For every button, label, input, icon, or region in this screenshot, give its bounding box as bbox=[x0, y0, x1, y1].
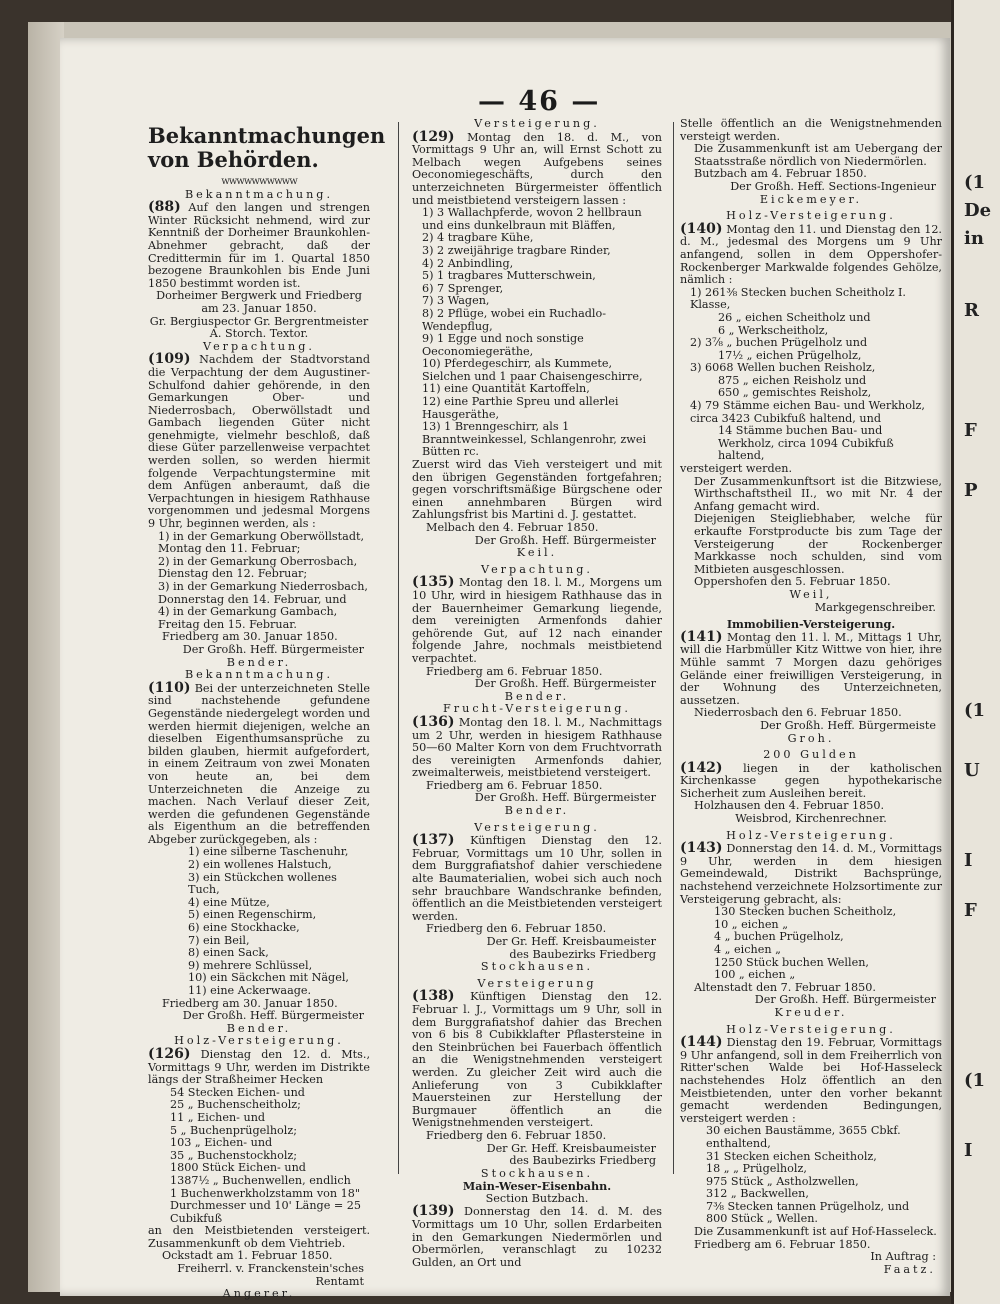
notice-list bbox=[148, 846, 370, 997]
notice-text: Nachdem der Stadtvorstand die Verpachtung der dem Augustiner-Schulfond dahier gehörende, in den Gemarkungen Ober- und Niederrosbach, Oberwöllstadt und Gambach liegenden Güter nicht genehmigte, vielmehr beschloß, daß diese Güter parzellenweise verpachtet werden sollen, so werden hiermit folgende Verpachtungstermine mit dem Anfügen anberaumt, daß die Verpachtungen in hiesigem Rathhause vorgenommen und jedesmal Morgens 9 Uhr, beginnen werden, als : bbox=[148, 353, 370, 531]
notice-138 bbox=[412, 990, 662, 1130]
notice-date: Friedberg am 6. Februar 1850. bbox=[426, 664, 603, 678]
decorative-rule: wwwwwwwwww bbox=[221, 176, 297, 187]
notice-141 bbox=[680, 628, 943, 708]
notice-text: liegen in der katholischen Kirchenkasse gegen hypothekarische Sicherheit zum Ausleihen bereit. bbox=[680, 761, 942, 800]
notice-text: Diejenigen Steigliebhaber, welche für erkaufte Forstproducte bis zum Tage der Versteigerung der Rockenberger Markkasse noch schulden, sind vom Mitbieten ausgeschlossen. bbox=[694, 512, 942, 576]
notice-number: (88) bbox=[148, 199, 181, 216]
list-item: 4) 79 Stämme eichen Bau- und Werkholz, circa 3423 Cubikfuß haltend, und bbox=[690, 399, 925, 425]
notice-date: Friedberg am 6. Februar 1850. bbox=[426, 778, 603, 792]
notice-date: Altenstadt den 7. Februar 1850. bbox=[694, 980, 876, 994]
list-item: 11) eine Quantität Kartoffeln, bbox=[422, 382, 590, 396]
notice-110 bbox=[148, 679, 370, 847]
notice-number: (141) bbox=[680, 628, 723, 645]
notice-135 bbox=[412, 576, 662, 665]
notice-number: (139) bbox=[412, 1203, 455, 1220]
list-item: 2) 3⅞ „ buchen Prügelholz und bbox=[690, 336, 868, 350]
notice-date: Friedberg den 6. Februar 1850. bbox=[426, 1128, 607, 1142]
list-item: 5) einen Regenschirm, bbox=[188, 908, 317, 922]
notice-heading: Main-Weser-Eisenbahn. bbox=[462, 1179, 612, 1194]
notice-heading: Versteigerung. bbox=[474, 820, 600, 834]
list-item: 1800 Stück Eichen- und bbox=[170, 1161, 306, 1175]
notice-heading: Holz-Versteigerung. bbox=[726, 209, 896, 223]
notice-signature: des Baubezirks Friedberg bbox=[509, 947, 656, 961]
list-item: 10 „ eichen „ bbox=[714, 917, 788, 931]
list-item: 13) 1 Brenngeschirr, als 1 Branntweinkessel, Schlangenrohr, zwei Bütten rc. bbox=[422, 420, 647, 459]
list-item: 3) ein Stückchen wollenes Tuch, bbox=[188, 870, 337, 897]
notice-date: Friedberg am 6. Februar 1850. bbox=[694, 1237, 871, 1251]
notice-signature: Faatz. bbox=[883, 1262, 936, 1276]
notice-heading: Bekanntmachung. bbox=[184, 668, 334, 682]
notice-heading: 200 Gulden bbox=[763, 748, 859, 762]
notice-88 bbox=[148, 201, 370, 290]
notice-date: Oppershofen den 5. Februar 1850. bbox=[694, 575, 891, 589]
list-item: 14 Stämme buchen Bau- und Werkholz, circa 1094 Cubikfuß haltend, bbox=[718, 424, 894, 463]
notice-text: Donnerstag den 14. d. M., Vormittags 9 Uhr, werden in dem hiesigen Gemeindewald, Distrikt Bachsprünge, nachstehend verzeichnete Holzsortimente zur Versteigerung gebracht, als: bbox=[680, 842, 942, 906]
edge-glyph: F bbox=[964, 900, 977, 921]
section-title: Bekanntmachungen von Behörden. bbox=[148, 123, 386, 172]
notice-number: (135) bbox=[412, 574, 455, 591]
list-item: 6) eine Stockhacke, bbox=[188, 921, 300, 935]
list-item: 3) in der Gemarkung Niederrosbach, Donnerstag den 14. Februar, und bbox=[158, 580, 368, 606]
notice-signature: Keil. bbox=[516, 546, 558, 560]
notice-subheading: Section Butzbach. bbox=[485, 1191, 589, 1205]
notice-signature: Der Großh. Heff. Bürgermeister bbox=[182, 1009, 364, 1023]
list-item: 1) in der Gemarkung Oberwöllstadt, Montag den 11. Februar; bbox=[158, 529, 365, 556]
notice-signature: Der Großh. Heff. Bürgermeiste bbox=[760, 718, 936, 732]
column-3 bbox=[680, 118, 942, 1276]
notice-signature: Stockhausen. bbox=[480, 1166, 594, 1180]
column-2 bbox=[412, 118, 662, 1269]
notice-number: (110) bbox=[148, 679, 191, 696]
notice-date: Melbach den 4. Februar 1850. bbox=[426, 521, 599, 534]
list-item: 2) in der Gemarkung Oberrosbach, Dienstag den 12. Februar; bbox=[158, 554, 358, 581]
list-item: 312 „ Backwellen, bbox=[706, 1187, 809, 1201]
notice-number: (143) bbox=[680, 840, 723, 857]
list-item: 25 „ Buchenscheitholz; bbox=[170, 1098, 301, 1112]
list-item: 4) eine Mütze, bbox=[188, 895, 270, 909]
next-page-edge bbox=[951, 0, 1000, 1304]
notice-heading: Verpachtung. bbox=[481, 562, 593, 576]
edge-glyph: U bbox=[964, 760, 980, 781]
edge-glyph: (1 bbox=[964, 1070, 986, 1091]
notice-signature: Der Großh. Heff. Sections-Ingenieur bbox=[730, 179, 936, 193]
list-item: 8) einen Sack, bbox=[188, 946, 269, 960]
notice-date: Niederrosbach den 6. Februar 1850. bbox=[694, 706, 902, 720]
notice-number: (136) bbox=[412, 713, 455, 730]
notice-heading: Frucht-Versteigerung. bbox=[443, 702, 631, 716]
notice-text: Die Zusammenkunft ist am Uebergang der Staatsstraße nördlich von Niedermörlen. bbox=[694, 142, 942, 168]
notice-142 bbox=[680, 759, 942, 801]
notice-signature: Der Gr. Heff. Kreisbaumeister bbox=[486, 1141, 656, 1155]
list-item: 3) 2 zweijährige tragbare Rinder, bbox=[422, 243, 611, 257]
list-item: 7⅜ Stecken tannen Prügelholz, und bbox=[706, 1199, 910, 1213]
notice-144 bbox=[680, 1036, 942, 1125]
notice-text: Dienstag den 19. Februar, Vormittags 9 Uhr anfangend, soll in dem Freiherrlich von Ritter'schen Walde bei Hof-Hasseleck nachstehendes Holz öffentlich an den Meistbietenden, unter den vorher bekannt gemacht werdenden Bedingungen, versteigert werden : bbox=[680, 1036, 942, 1125]
list-item: 6 „ Werkscheitholz, bbox=[718, 323, 829, 337]
list-item: 1) 261⅜ Stecken buchen Scheitholz I. Klasse, bbox=[690, 285, 906, 312]
notice-signature: Gr. Bergiuspector Gr. Bergrentmeister bbox=[149, 314, 369, 328]
notice-signature: Weisbrod, Kirchenrechner. bbox=[735, 812, 887, 826]
notice-text: Montag den 11. und Dienstag den 12. d. M., jedesmal des Morgens um 9 Uhr anfangend, sollen in dem Oppershofer-Rockenberger Markwalde folgendes Gehölze, nämlich : bbox=[680, 222, 942, 287]
list-item: 35 „ Buchenstockholz; bbox=[170, 1148, 298, 1162]
list-item: 17½ „ eichen Prügelholz, bbox=[718, 348, 862, 362]
notice-126 bbox=[148, 1045, 370, 1087]
notice-heading: Holz-Versteigerung. bbox=[726, 828, 896, 842]
notice-137 bbox=[412, 834, 662, 923]
list-item: 11) eine Ackerwaage. bbox=[188, 984, 312, 997]
notice-signature: Der Großh. Heff. Bürgermeister bbox=[474, 791, 656, 805]
column-1 bbox=[148, 118, 386, 1301]
notice-heading: Versteigerung bbox=[477, 976, 597, 990]
notice-signature: Bender. bbox=[504, 804, 570, 818]
edge-glyph: I bbox=[964, 1140, 973, 1161]
notice-signature: Der Großh. Heff. Bürgermeister bbox=[474, 533, 656, 547]
notice-list bbox=[680, 1125, 942, 1226]
list-item: 3) 6068 Wellen buchen Reisholz, bbox=[690, 361, 876, 375]
list-item: 1) eine silberne Taschenuhr, bbox=[188, 845, 349, 859]
list-item: 4) 2 Anbindling, bbox=[422, 256, 514, 270]
list-item: 650 „ gemischtes Reisholz, bbox=[718, 386, 872, 400]
notice-text: Auf den langen und strengen Winter Rücksicht nehmend, wird zur Kenntniß der Dorheimer Braunkohlen-Abnehmer gebracht, daß der Credittermin für im 1. Quartal 1850 bezogene Braunkohlen bis Ende Juni 1850 bestimmt worden ist. bbox=[148, 201, 370, 290]
column-rule bbox=[673, 122, 674, 1174]
list-item: 2) 4 tragbare Kühe, bbox=[422, 231, 534, 245]
notice-list bbox=[148, 1087, 370, 1226]
notice-signature: In Auftrag : bbox=[870, 1250, 936, 1264]
list-item: 130 Stecken buchen Scheitholz, bbox=[714, 905, 897, 919]
notice-list bbox=[680, 906, 942, 982]
list-item: 5 „ Buchenprügelholz; bbox=[170, 1123, 298, 1137]
notice-signature: Freiherrl. v. Franckenstein'sches Rentamt bbox=[177, 1262, 364, 1288]
notice-text: Bei der unterzeichneten Stelle sind nachstehende gefundene Gegenstände niedergelegt worden und werden hiermit diejenigen, welche an dieselben Eigenthumsansprüche zu bilden glauben, hiermit aufgefordert, in einem Zeitraum von zwei Monaten von heute an, bei dem Unterzeichneten die Anzeige zu machen. Nach Verlauf dieser Zeit, werden die gefundenen Gegenstände als Eigenthum an die betreffenden Abgeber zurückgegeben, als : bbox=[148, 681, 370, 846]
notice-signature: Der Gr. Heff. Kreisbaumeister bbox=[486, 935, 656, 948]
notice-signature: Markgegenschreiber. bbox=[814, 600, 936, 614]
list-item: 975 Stück „ Astholzwellen, bbox=[706, 1174, 859, 1188]
notice-number: (140) bbox=[680, 220, 723, 237]
notice-date: Butzbach am 4. Februar 1850. bbox=[694, 167, 867, 181]
notice-date: Friedberg am 30. Januar 1850. bbox=[162, 996, 338, 1010]
notice-text: Künftigen Dienstag den 12. Februar, Vormittags um 10 Uhr, sollen in dem Burggrafiatshof dahier verschiedene alte Baumaterialien, wobei sich auch noch sehr brauchbare Wandschranke befinden, öffentlich an die Meistbietenden versteigert werden. bbox=[412, 834, 663, 923]
list-item: 5) 1 tragbares Mutterschwein, bbox=[422, 269, 596, 283]
notice-signature: Weil, bbox=[789, 587, 833, 601]
list-item: 1250 Stück buchen Wellen, bbox=[714, 955, 869, 969]
notice-signature: Kreuder. bbox=[774, 1005, 848, 1019]
notice-signature: Eickemeyer. bbox=[759, 192, 863, 206]
list-item: 9) 1 Egge und noch sonstige Oeconomiegeräthe, bbox=[422, 332, 584, 358]
list-item: 54 Stecken Eichen- und bbox=[170, 1085, 305, 1099]
edge-glyph: I bbox=[964, 850, 973, 871]
list-item: 1 Buchenwerkholzstamm von 18" Durchmesser und 10' Länge = 25 Cubikfuß bbox=[170, 1186, 362, 1225]
notice-number: (129) bbox=[412, 128, 455, 145]
notice-signature: Bender. bbox=[504, 689, 570, 703]
notice-signature: des Baubezirks Friedberg bbox=[509, 1154, 656, 1168]
list-item: 31 Stecken eichen Scheitholz, bbox=[706, 1149, 877, 1163]
list-item: 100 „ eichen „ bbox=[714, 968, 796, 982]
notice-date: Friedberg am 30. Januar 1850. bbox=[162, 630, 338, 644]
notice-129 bbox=[412, 128, 662, 208]
list-item: 2) ein wollenes Halstuch, bbox=[188, 858, 332, 872]
notice-heading: Versteigerung. bbox=[474, 117, 600, 130]
edge-glyph: (1 bbox=[964, 172, 986, 193]
notice-text: Stelle öffentlich an die Wenigstnehmenden versteigt werden. bbox=[680, 117, 942, 143]
notice-text: an den Meistbietenden versteigert. Zusammenkunft ob dem Viehtrieb. bbox=[148, 1224, 370, 1250]
notice-date: Holzhausen den 4. Februar 1850. bbox=[694, 799, 885, 813]
notice-text: Die Zusammenkunft ist auf Hof-Hasseleck. bbox=[694, 1225, 937, 1239]
notice-signature: Der Großh. Heff. Bürgermeister bbox=[474, 677, 656, 691]
notice-signature: Bender. bbox=[226, 655, 292, 669]
list-item: 4 „ eichen „ bbox=[714, 943, 781, 956]
notice-text: Künftigen Dienstag den 12. Februar l. J., Vormittags um 9 Uhr, soll in dem Burggrafiatshof dahier das Brechen von 6 bis 8 Cubikklafter Pflastersteine in den Steinbrüchen bei Fauerbach öffentlich an die Wenigstnehmenden versteigert werden. Zu gleicher Zeit wird auch die Anlieferung von 3 Cubikklafter Mauersteinen zur Herstellung der Burgmauer öffentlich an die Wenigstnehmenden versteigert. bbox=[412, 990, 662, 1130]
notice-140 bbox=[680, 220, 942, 287]
notice-signature: Stockhausen. bbox=[480, 960, 594, 974]
list-item: 10) Pferdegeschirr, als Kummete, Sielchen und 1 paar Chaisengeschirre, bbox=[422, 357, 643, 383]
list-item: 1) 3 Wallachpferde, wovon 2 hellbraun und eins dunkelbraun mit Bläffen, bbox=[422, 206, 642, 232]
notice-text: Dienstag den 12. d. Mts., Vormittags 9 Uhr, werden im Distrikte längs der Straßheimer Hecken bbox=[148, 1047, 370, 1087]
notice-list bbox=[412, 207, 662, 459]
notice-number: (138) bbox=[412, 988, 455, 1005]
notice-heading: Holz-Versteigerung. bbox=[726, 1022, 896, 1036]
notice-109 bbox=[148, 353, 370, 530]
notice-signature: Bender. bbox=[226, 1021, 292, 1035]
list-item: 875 „ eichen Reisholz und bbox=[718, 373, 867, 387]
notice-date: Friedberg den 6. Februar 1850. bbox=[426, 922, 607, 936]
notice-signature: Der Großh. Heff. Bürgermeister bbox=[182, 642, 364, 656]
notice-date: Ockstadt am 1. Februar 1850. bbox=[162, 1249, 333, 1263]
notice-heading: Bekanntmachung. bbox=[184, 187, 334, 201]
notice-signature: Groh. bbox=[787, 731, 835, 745]
column-rule bbox=[398, 122, 399, 1174]
notice-number: (137) bbox=[412, 832, 455, 849]
list-item: 30 eichen Baustämme, 3655 Cbkf. enthaltend, bbox=[706, 1124, 901, 1150]
edge-glyph: (1 bbox=[964, 700, 986, 721]
list-item: 11 „ Eichen- und bbox=[170, 1110, 266, 1124]
notice-text: Zuerst wird das Vieh versteigert und mit den übrigen Gegenständen fortgefahren; gegen vorschriftsmäßige Bürgschene oder einen annehmbaren Bürgen wird Zahlungsfrist bis Martini d. J. gestattet. bbox=[412, 458, 662, 522]
notice-text: Der Zusammenkunftsort ist die Bitzwiese, Wirthschaftstheil II., wo mit Nr. 4 der Anfang gemacht wird. bbox=[694, 474, 942, 513]
list-item: 4 „ buchen Prügelholz, bbox=[714, 930, 844, 944]
list-item: 7) ein Beil, bbox=[188, 933, 250, 947]
list-item: 7) 3 Wagen, bbox=[422, 294, 490, 308]
notice-signature: Angerer. bbox=[222, 1287, 296, 1301]
notice-signature: A. Storch. Textor. bbox=[209, 327, 309, 341]
notice-136 bbox=[412, 713, 662, 780]
edge-glyph: De bbox=[964, 200, 992, 221]
page-number: — 46 — bbox=[478, 86, 601, 117]
notice-text: Montag den 18. l. M., Morgens um 10 Uhr, wird in hiesigem Rathhause das in der Bauernheimer Gemarkung liegende, dem vereinigten Armenfonds dahier gehörende Gut, auf 12 nach einander folgende Jahre, nochmals meistbietend verpachtet. bbox=[412, 576, 662, 665]
list-item: 6) 7 Sprenger, bbox=[422, 281, 504, 295]
edge-glyph: R bbox=[964, 300, 979, 321]
notice-signature: Der Großh. Heff. Bürgermeister bbox=[754, 993, 936, 1007]
list-item: 26 „ eichen Scheitholz und bbox=[718, 310, 871, 324]
notice-list bbox=[148, 531, 370, 632]
notice-text: versteigert werden. bbox=[680, 462, 792, 476]
notice-signature: Dorheimer Bergwerk und Friedberg bbox=[156, 289, 362, 303]
notice-143 bbox=[680, 842, 942, 906]
notice-139 bbox=[412, 1205, 662, 1269]
list-item: 4) in der Gemarkung Gambach, Freitag den 15. Februar. bbox=[158, 605, 338, 631]
notice-number: (109) bbox=[148, 351, 191, 368]
notice-heading: Immobilien-Versteigerung. bbox=[726, 617, 896, 632]
list-item: 18 „ „ Prügelholz, bbox=[706, 1162, 807, 1176]
list-item: 1387½ „ Buchenwellen, endlich bbox=[170, 1173, 351, 1187]
notice-heading: Verpachtung. bbox=[203, 339, 315, 353]
notice-list bbox=[680, 287, 942, 463]
list-item: 103 „ Eichen- und bbox=[170, 1136, 273, 1150]
notice-text: Montag den 11. l. M., Mittags 1 Uhr, will die Harbmüller Kitz Wittwe von hier, ihre Mühle sammt 7 Morgen dazu gehöriges Gelände einer freiwilligen Versteigerung, in der Wohnung des Unterzeichneten, aussetzen. bbox=[680, 630, 943, 707]
list-item: 8) 2 Pflüge, wobei ein Ruchadlo-Wendepflug, bbox=[422, 306, 607, 333]
notice-date: am 23. Januar 1850. bbox=[201, 301, 317, 315]
notice-text: Montag den 18. d. M., von Vormittags 9 Uhr an, will Ernst Schott zu Melbach wegen Aufgebens seines Oeconomiegeschäfts, durch den unterzeichneten Bürgermeister öffentlich und meistbietend versteigern lassen : bbox=[412, 130, 662, 207]
notice-number: (142) bbox=[680, 759, 723, 776]
notice-heading: Holz-Versteigerung. bbox=[174, 1034, 344, 1048]
list-item: 12) eine Parthie Spreu und allerlei Hausgeräthe, bbox=[422, 395, 619, 421]
notice-number: (144) bbox=[680, 1034, 723, 1051]
page-gutter bbox=[28, 22, 64, 1292]
notice-text: Donnerstag den 14. d. M. des Vormittags um 10 Uhr, sollen Erdarbeiten in den Gemarkungen Niedermörlen und Obermörlen, veranschlagt zu 10232 Gulden, an Ort und bbox=[412, 1205, 662, 1269]
edge-glyph: in bbox=[964, 228, 984, 249]
list-item: 10) ein Säckchen mit Nägel, bbox=[188, 971, 349, 985]
notice-number: (126) bbox=[148, 1045, 191, 1062]
list-item: 9) mehrere Schlüssel, bbox=[188, 958, 313, 972]
edge-glyph: F bbox=[964, 420, 977, 441]
edge-glyph: P bbox=[964, 480, 978, 501]
notice-text: Montag den 18. l. M., Nachmittags um 2 Uhr, werden in hiesigem Rathhause 50—60 Malter Korn von dem Fruchtvorrath des vereinigten Armenfonds dahier, zweimalterweis, meistbietend versteigert. bbox=[412, 715, 662, 780]
list-item: 800 Stück „ Wellen. bbox=[706, 1212, 818, 1226]
